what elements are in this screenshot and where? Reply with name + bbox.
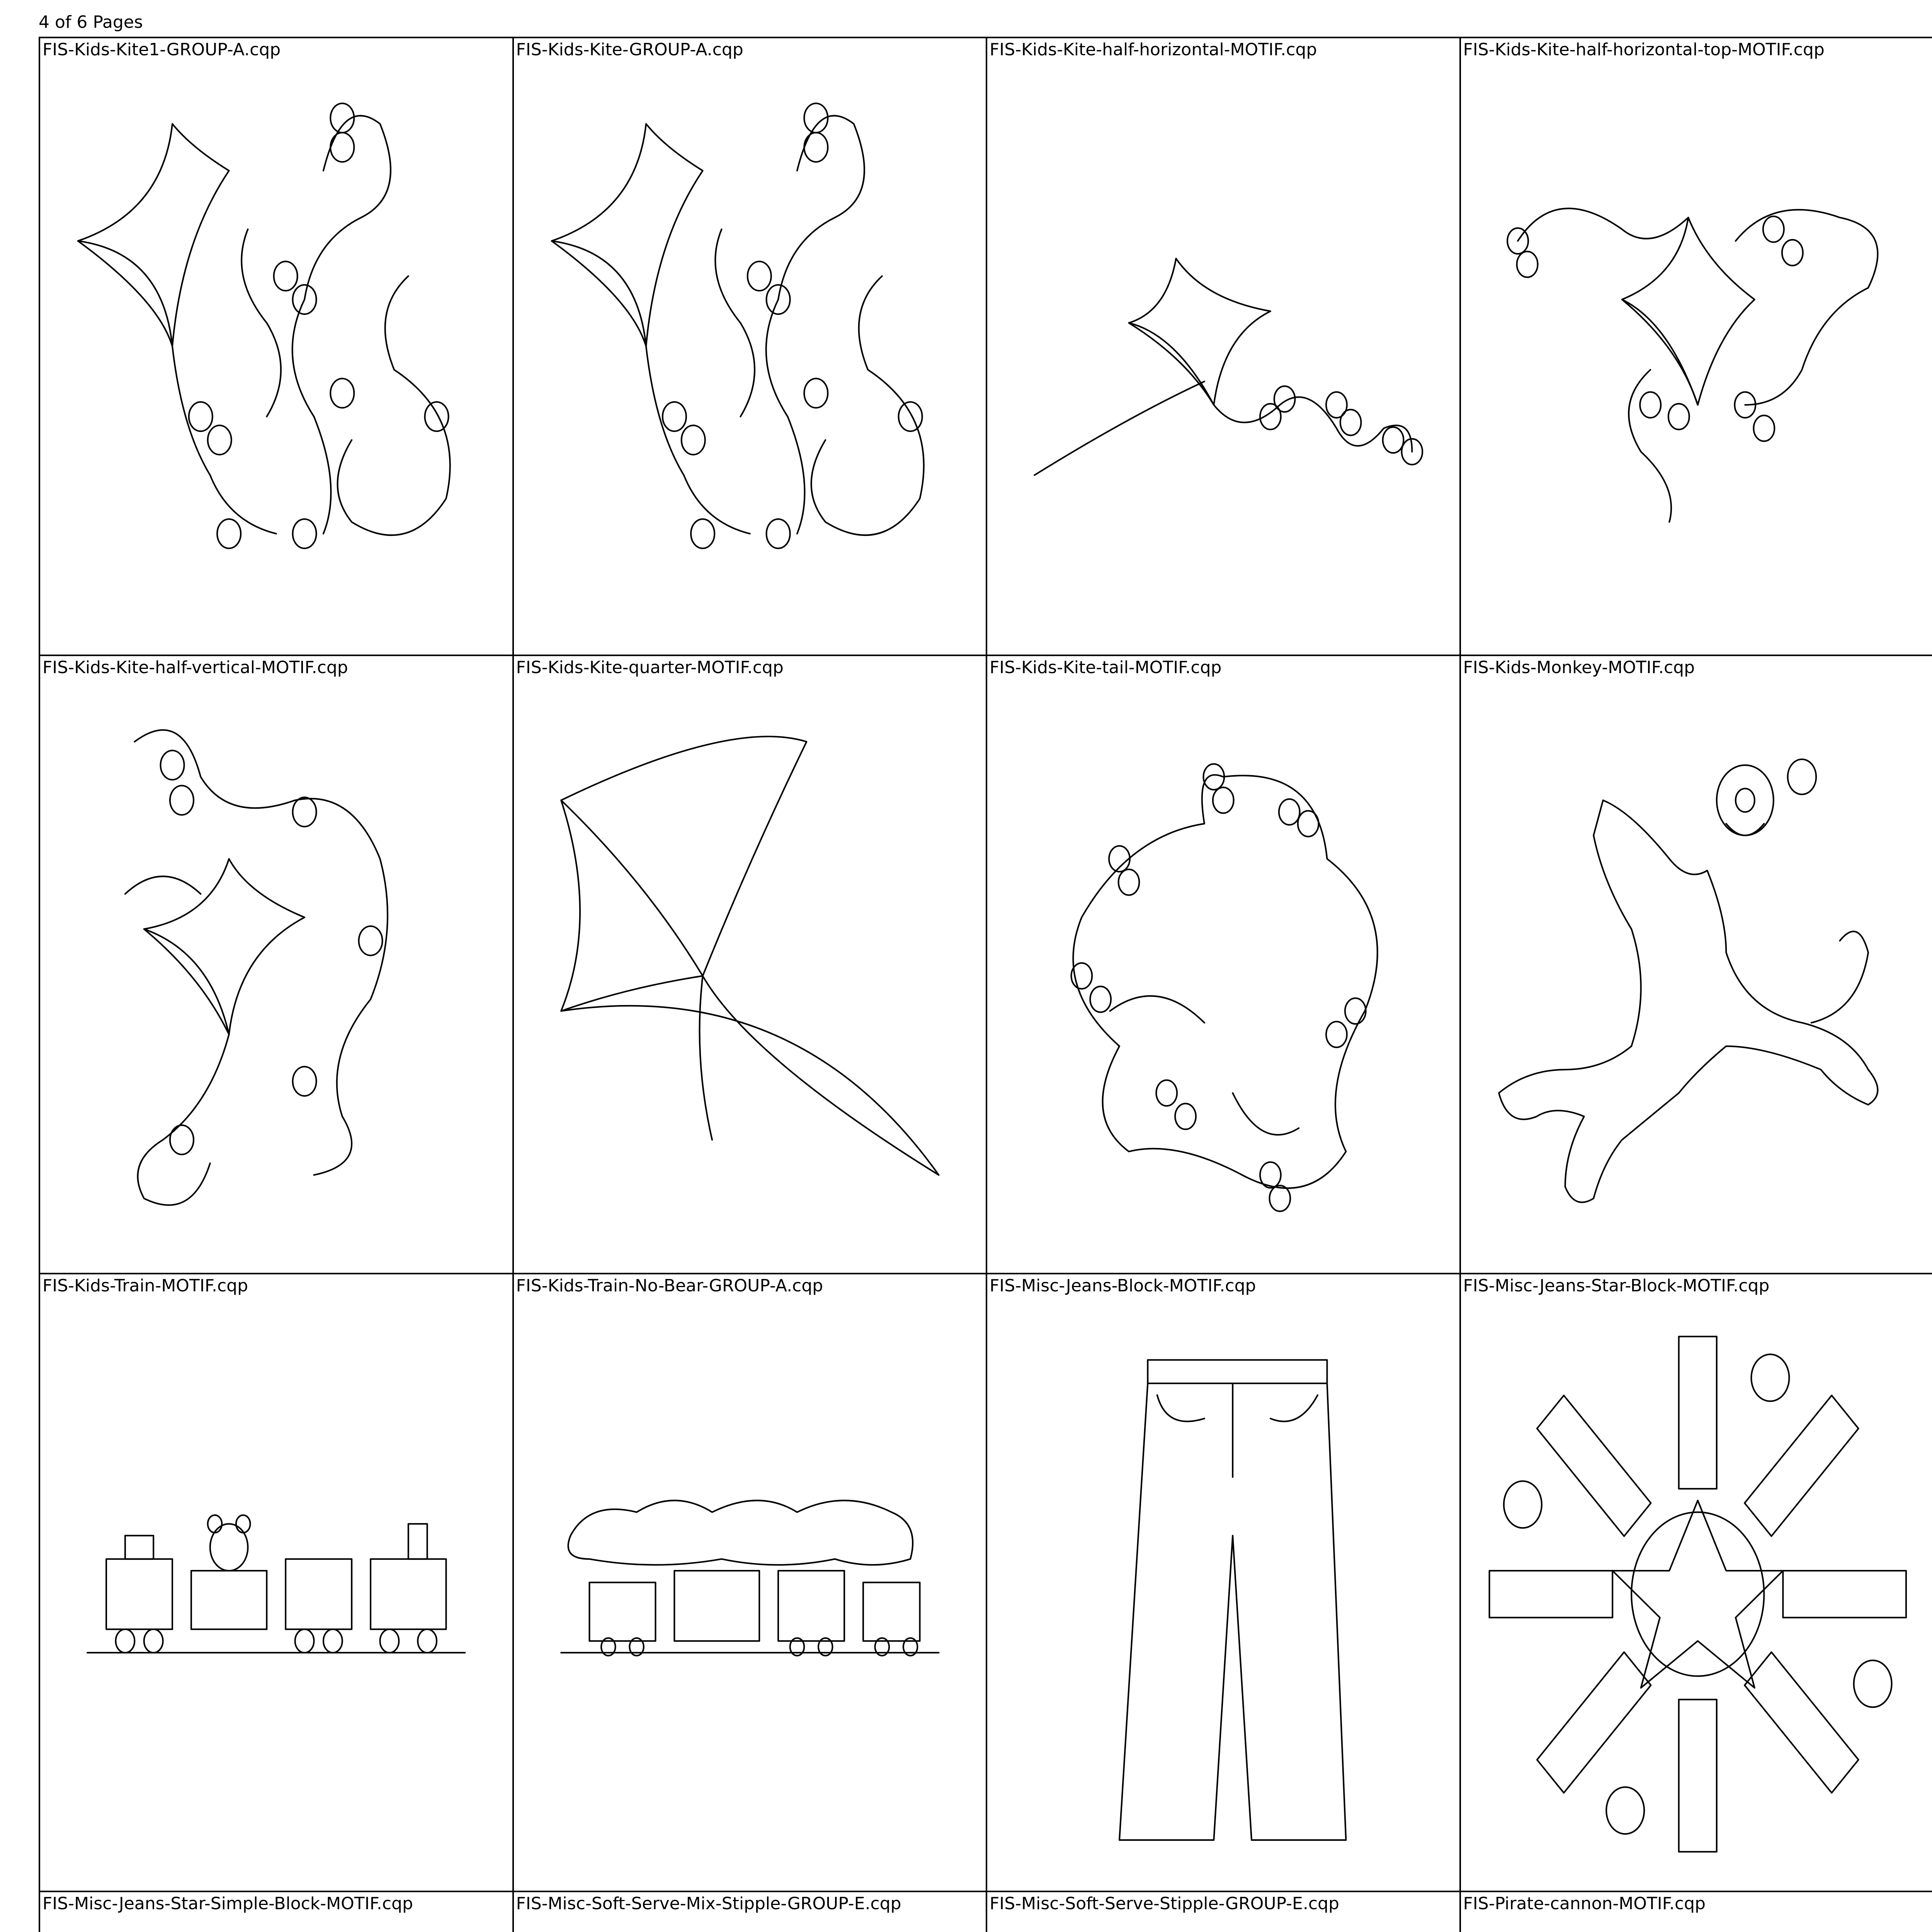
motif-cell[interactable]: [40, 1274, 514, 1892]
motif-cell[interactable]: [514, 1274, 988, 1892]
soft-serve-icon: [987, 1919, 1459, 1932]
motif-cell[interactable]: [1461, 38, 1932, 656]
motif-filename: FIS-Misc-Soft-Serve-Stipple-GROUP-E.cqp: [990, 1893, 1339, 1913]
motif-filename: FIS-Kids-Kite1-GROUP-A.cqp: [43, 40, 281, 60]
motif-cell[interactable]: [40, 38, 514, 656]
kite-half-horizontal-top-icon: [1461, 65, 1932, 651]
soft-serve-mix-icon: [514, 1919, 986, 1932]
kite-half-vertical-icon: [40, 683, 512, 1269]
motif-filename: FIS-Pirate-cannon-MOTIF.cqp: [1463, 1893, 1706, 1913]
motif-filename: FIS-Kids-Monkey-MOTIF.cqp: [1463, 658, 1695, 678]
motif-filename: FIS-Misc-Soft-Serve-Mix-Stipple-GROUP-E.cqp: [516, 1893, 901, 1913]
jeans-star-simple-icon: [40, 1919, 512, 1932]
motif-cell[interactable]: [40, 656, 514, 1274]
motif-filename: FIS-Kids-Kite-half-horizontal-top-MOTIF.cqp: [1463, 40, 1825, 60]
motif-filename: FIS-Kids-Kite-tail-MOTIF.cqp: [990, 658, 1222, 678]
motif-filename: FIS-Kids-Kite-half-vertical-MOTIF.cqp: [43, 658, 348, 678]
motif-filename: FIS-Kids-Kite-quarter-MOTIF.cqp: [516, 658, 784, 678]
motif-cell[interactable]: [514, 1892, 988, 1932]
motif-filename: FIS-Kids-Kite-GROUP-A.cqp: [516, 40, 743, 60]
motif-filename: FIS-Misc-Jeans-Block-MOTIF.cqp: [990, 1276, 1256, 1296]
motif-filename: FIS-Kids-Kite-half-horizontal-MOTIF.cqp: [990, 40, 1317, 60]
motif-filename: FIS-Kids-Train-MOTIF.cqp: [43, 1276, 248, 1296]
motif-cell[interactable]: [514, 38, 988, 656]
jeans-star-icon: [1461, 1301, 1932, 1887]
kite-group-icon: [514, 65, 986, 651]
motif-cell[interactable]: [1461, 1892, 1932, 1932]
kite-group-icon: [40, 65, 512, 651]
motif-grid: [39, 37, 1932, 1932]
kite-half-horizontal-icon: [987, 65, 1459, 651]
motif-cell[interactable]: [987, 1274, 1461, 1892]
motif-cell[interactable]: [987, 1892, 1461, 1932]
motif-filename: FIS-Misc-Jeans-Star-Block-MOTIF.cqp: [1463, 1276, 1770, 1296]
kite-quarter-icon: [514, 683, 986, 1269]
train-icon: [40, 1301, 512, 1887]
monkey-icon: [1461, 683, 1932, 1269]
train-no-bear-icon: [514, 1301, 986, 1887]
motif-cell[interactable]: [1461, 1274, 1932, 1892]
motif-cell[interactable]: [1461, 656, 1932, 1274]
motif-filename: FIS-Kids-Train-No-Bear-GROUP-A.cqp: [516, 1276, 823, 1296]
cannon-icon: [1461, 1919, 1932, 1932]
kite-tail-icon: [987, 683, 1459, 1269]
motif-filename: FIS-Misc-Jeans-Star-Simple-Block-MOTIF.cqp: [43, 1893, 413, 1913]
motif-cell[interactable]: [987, 38, 1461, 656]
page-count-header: 4 of 6 Pages: [39, 12, 143, 32]
jeans-icon: [987, 1301, 1459, 1887]
motif-cell[interactable]: [987, 656, 1461, 1274]
motif-cell[interactable]: [514, 656, 988, 1274]
motif-cell[interactable]: [40, 1892, 514, 1932]
